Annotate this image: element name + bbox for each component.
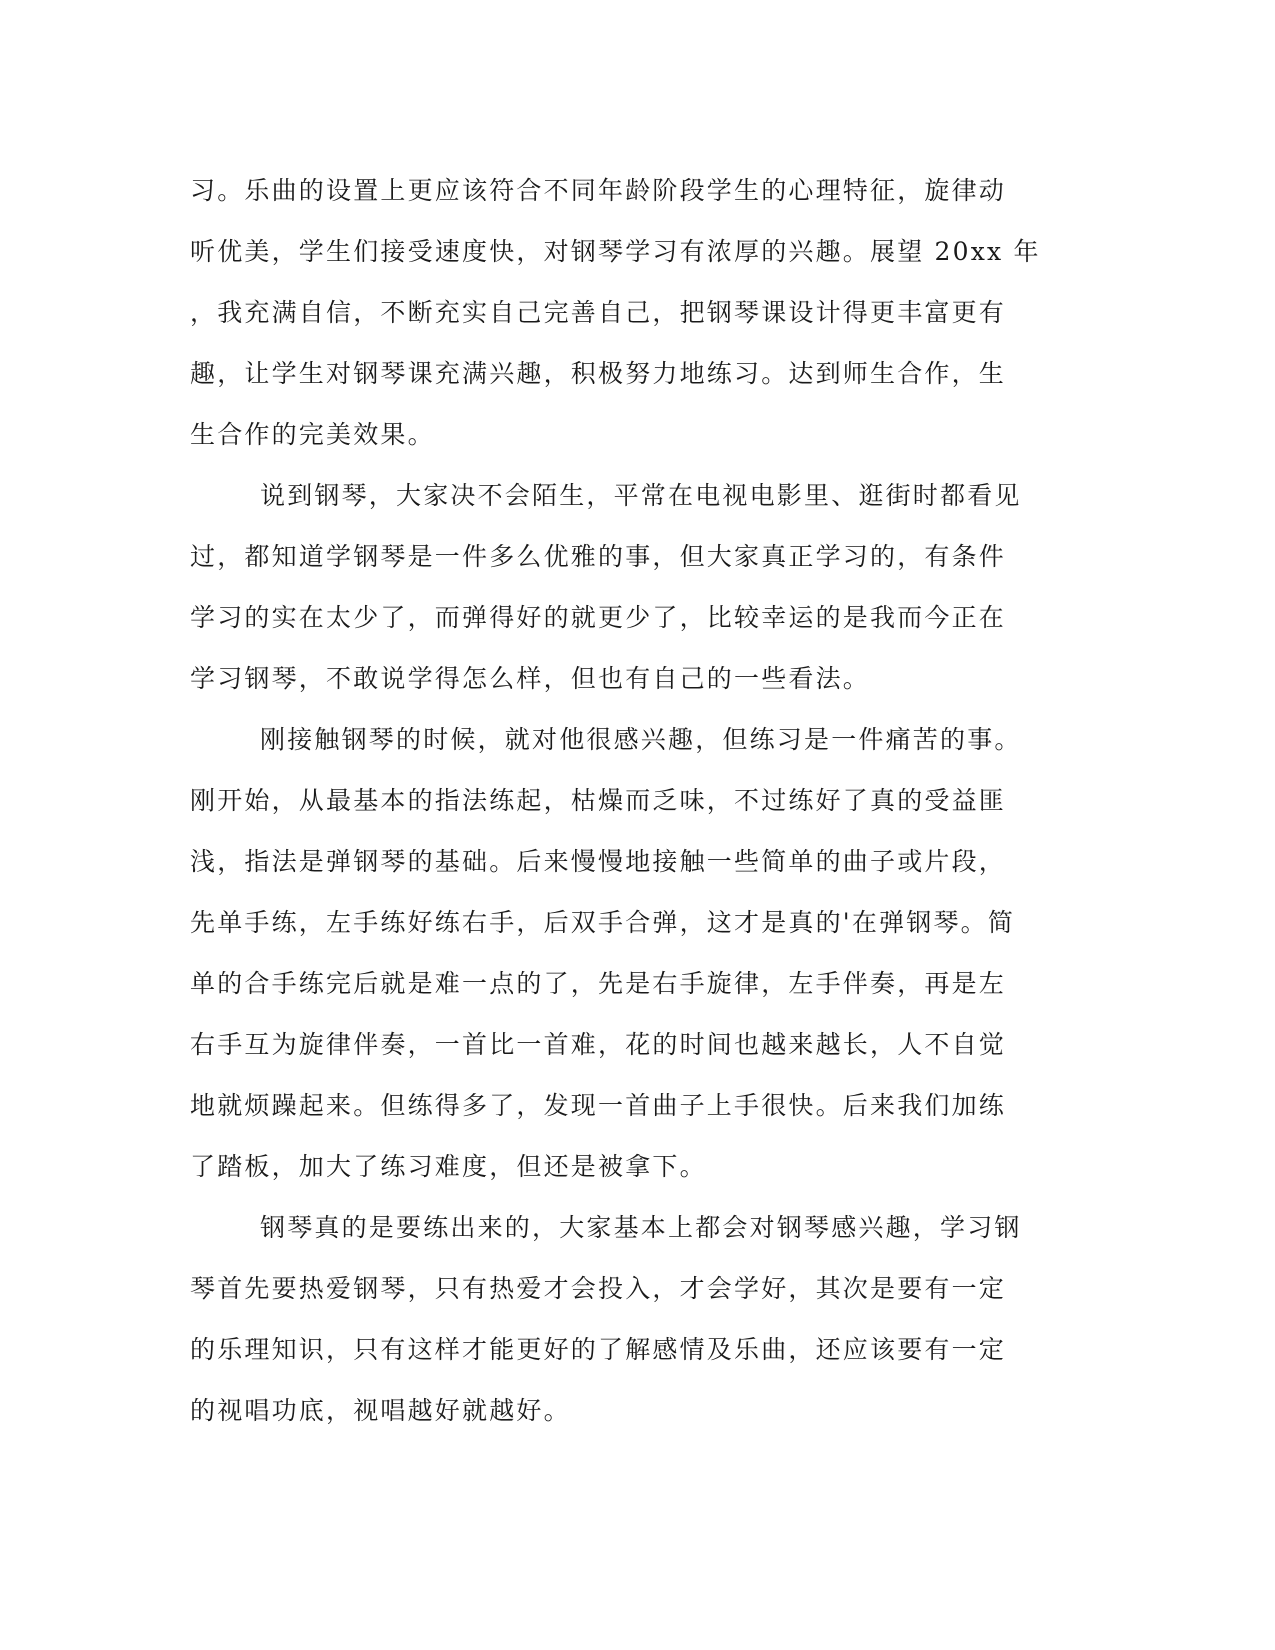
text-line: 琴首先要热爱钢琴，只有热爱才会投入，才会学好，其次是要有一定 bbox=[190, 1274, 1007, 1303]
text-line: 听优美，学生们接受速度快，对钢琴学习有浓厚的兴趣。展望 20xx 年 bbox=[190, 237, 1041, 266]
text-line: 说到钢琴，大家决不会陌生，平常在电视电影里、逛街时都看见 bbox=[260, 481, 1022, 510]
text-line: 趣，让学生对钢琴课充满兴趣，积极努力地练习。达到师生合作，生 bbox=[190, 359, 1007, 388]
text-line: 生合作的完美效果。 bbox=[190, 420, 435, 449]
text-line: 过，都知道学钢琴是一件多么优雅的事，但大家真正学习的，有条件 bbox=[190, 542, 1007, 571]
text-line: 的乐理知识，只有这样才能更好的了解感情及乐曲，还应该要有一定 bbox=[190, 1335, 1007, 1364]
paragraph-1 bbox=[190, 160, 1070, 465]
text-line: 右手互为旋律伴奏，一首比一首难，花的时间也越来越长，人不自觉 bbox=[190, 1030, 1007, 1059]
text-line: ，我充满自信，不断充实自己完善自己，把钢琴课设计得更丰富更有 bbox=[190, 298, 1007, 327]
paragraph-2 bbox=[190, 465, 1070, 709]
text-line: 先单手练，左手练好练右手，后双手合弹，这才是真的'在弹钢琴。简 bbox=[190, 908, 1016, 937]
text-line: 地就烦躁起来。但练得多了，发现一首曲子上手很快。后来我们加练 bbox=[190, 1091, 1007, 1120]
text-line: 单的合手练完后就是难一点的了，先是右手旋律，左手伴奏，再是左 bbox=[190, 969, 1007, 998]
text-line: 钢琴真的是要练出来的，大家基本上都会对钢琴感兴趣，学习钢 bbox=[260, 1213, 1022, 1242]
text-line: 学习的实在太少了，而弹得好的就更少了，比较幸运的是我而今正在 bbox=[190, 603, 1007, 632]
text-line: 浅，指法是弹钢琴的基础。后来慢慢地接触一些简单的曲子或片段， bbox=[190, 847, 1007, 876]
text-line: 了踏板，加大了练习难度，但还是被拿下。 bbox=[190, 1152, 707, 1181]
text-line: 刚接触钢琴的时候，就对他很感兴趣，但练习是一件痛苦的事。 bbox=[260, 725, 1022, 754]
document-body bbox=[190, 160, 1070, 1441]
text-line: 刚开始，从最基本的指法练起，枯燥而乏味，不过练好了真的受益匪 bbox=[190, 786, 1007, 815]
text-line: 学习钢琴，不敢说学得怎么样，但也有自己的一些看法。 bbox=[190, 664, 871, 693]
paragraph-3 bbox=[190, 709, 1070, 1197]
text-line: 的视唱功底，视唱越好就越好。 bbox=[190, 1396, 571, 1425]
paragraph-4 bbox=[190, 1197, 1070, 1441]
text-line: 习。乐曲的设置上更应该符合不同年龄阶段学生的心理特征，旋律动 bbox=[190, 176, 1007, 205]
